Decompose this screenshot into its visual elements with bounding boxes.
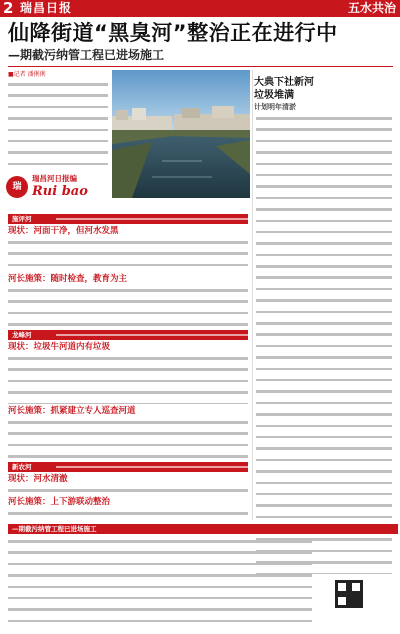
logo-line-2: Rui bao	[32, 184, 88, 199]
section-2-text-b	[8, 418, 248, 460]
section-1-sub-1: 现状：河面干净，但河水发黑	[8, 226, 119, 236]
newspaper-logo	[6, 172, 110, 212]
main-headline: 仙降街道“黑臭河”整治正在进行中	[8, 21, 338, 45]
right-title-line-2: 垃圾堆满	[254, 90, 294, 101]
section-3-sub-2: 河长施策：上下游联动整治	[8, 497, 111, 507]
section-1-text-a	[8, 238, 248, 272]
section-3-text-a	[8, 486, 248, 494]
section-2-sub-2: 河长施策：抓紧建立专人巡查河道	[8, 406, 136, 416]
section-name: 五水共治	[347, 1, 396, 15]
river-photo-image	[112, 70, 250, 198]
right-subtitle: 计划明年清淤	[254, 103, 296, 111]
section-3-text-b	[8, 509, 248, 523]
right-column	[254, 70, 394, 116]
lede-text	[8, 80, 108, 168]
headline-rule	[8, 66, 393, 67]
bottom-section-bar: —期截污纳管工程已进场施工	[8, 524, 398, 534]
paper-name: 瑞昌日报	[20, 1, 73, 15]
reporter-byline: ■记者 潘俐俐	[8, 71, 46, 78]
section-2-sub-1: 现状：垃圾牛河道内有垃圾	[8, 342, 111, 352]
right-body-text	[256, 114, 392, 574]
section-1-sub-2: 河长施策：随时检查，教育为主	[8, 274, 128, 284]
section-3-sub-1: 现状：河水清澈	[8, 474, 68, 484]
subhead: —期截污纳管工程已进场施工	[8, 48, 165, 62]
bottom-body-text	[8, 537, 312, 629]
section-bar-3: 新农河	[8, 462, 248, 472]
logo-seal: 瑞	[6, 176, 28, 198]
river-photo	[112, 70, 250, 198]
section-2-text-a	[8, 354, 248, 404]
page-number: 2	[3, 0, 14, 17]
right-title-line-1: 大典下社新河	[254, 77, 314, 88]
section-bar-2: 龙峰河	[8, 330, 248, 340]
logo-line-1: 瑞昌河日报编	[32, 174, 77, 183]
section-1-text-b	[8, 286, 248, 328]
masthead-bar	[0, 0, 400, 17]
column-divider	[252, 70, 253, 520]
section-bar-1: 施评河	[8, 214, 248, 224]
qr-code[interactable]	[335, 580, 363, 608]
